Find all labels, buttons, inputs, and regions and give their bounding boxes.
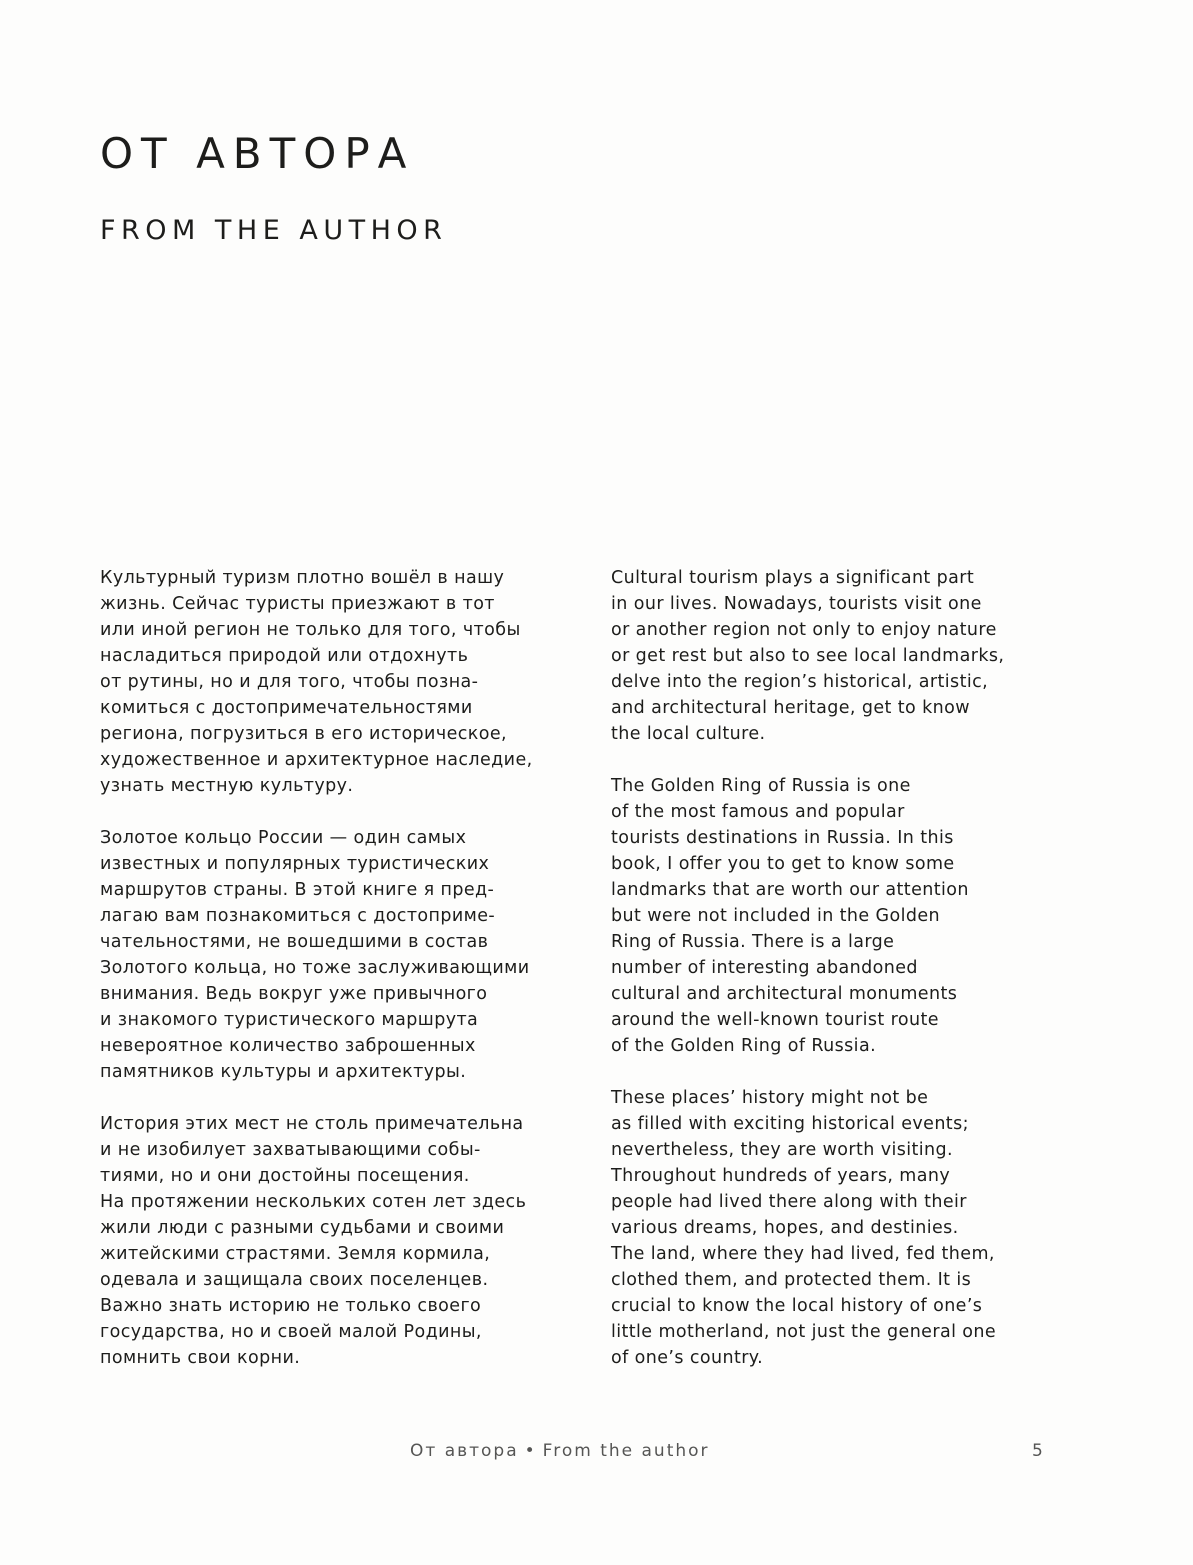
paragraph-en-3 — [611, 1085, 1081, 1371]
running-title-ru: От автора — [410, 1441, 519, 1461]
paragraph-en-1 — [611, 565, 1081, 747]
text-line: государства, но и своей малой Родины, — [100, 1322, 482, 1342]
text-line: or another region not only to enjoy nature — [611, 620, 997, 640]
text-line: as filled with exciting historical events; — [611, 1114, 969, 1134]
text-line: in our lives. Nowadays, tourists visit one — [611, 594, 982, 614]
text-line: The land, where they had lived, fed them, — [611, 1244, 995, 1264]
text-line: На протяжении нескольких сотен лет здесь — [100, 1192, 527, 1212]
text-line: clothed them, and protected them. It is — [611, 1270, 972, 1290]
text-line: of one’s country. — [611, 1348, 764, 1368]
paragraph-ru-3 — [100, 1111, 570, 1371]
paragraph-en-2 — [611, 773, 1081, 1059]
text-line: and architectural heritage, get to know — [611, 698, 970, 718]
text-line: от рутины, но и для того, чтобы позна- — [100, 672, 479, 692]
text-line: и знакомого туристического маршрута — [100, 1010, 479, 1030]
text-line: жили люди с разными судьбами и своими — [100, 1218, 505, 1238]
text-line: Золотое кольцо России — один самых — [100, 828, 467, 848]
text-line: или иной регион не только для того, чтобы — [100, 620, 521, 640]
text-line: художественное и архитектурное наследие, — [100, 750, 533, 770]
text-line: История этих мест не столь примечательна — [100, 1114, 524, 1134]
text-line: number of interesting abandoned — [611, 958, 918, 978]
text-line: various dreams, hopes, and destinies. — [611, 1218, 959, 1238]
text-line: nevertheless, they are worth visiting. — [611, 1140, 954, 1160]
page-number: 5 — [1032, 1441, 1043, 1461]
text-line: узнать местную культуру. — [100, 776, 354, 796]
text-line: of the Golden Ring of Russia. — [611, 1036, 877, 1056]
text-line: The Golden Ring of Russia is one — [611, 776, 911, 796]
paragraph-ru-1 — [100, 565, 570, 799]
text-line: невероятное количество заброшенных — [100, 1036, 476, 1056]
text-line: памятников культуры и архитектуры. — [100, 1062, 467, 1082]
text-line: book, I offer you to get to know some — [611, 854, 955, 874]
paragraph-ru-2 — [100, 825, 570, 1085]
text-line: These places’ history might not be — [611, 1088, 929, 1108]
text-line: комиться с достопримечательностями — [100, 698, 473, 718]
text-line: помнить свои корни. — [100, 1348, 301, 1368]
page-title-en: FROM THE AUTHOR — [100, 215, 448, 246]
running-title-en: From the author — [542, 1441, 710, 1461]
text-line: Золотого кольца, но тоже заслуживающими — [100, 958, 530, 978]
text-line: Throughout hundreds of years, many — [611, 1166, 951, 1186]
text-line: or get rest but also to see local landmarks, — [611, 646, 1005, 666]
body-column-en — [611, 565, 1081, 1397]
text-line: people had lived there along with their — [611, 1192, 967, 1212]
text-line: региона, погрузиться в его историческое, — [100, 724, 507, 744]
text-line: чательностями, не вошедшими в состав — [100, 932, 489, 952]
text-line: Ring of Russia. There is a large — [611, 932, 895, 952]
text-line: жизнь. Сейчас туристы приезжают в тот — [100, 594, 495, 614]
text-line: насладиться природой или отдохнуть — [100, 646, 469, 666]
text-line: of the most famous and popular — [611, 802, 905, 822]
running-footer-title — [410, 1439, 710, 1463]
text-line: известных и популярных туристических — [100, 854, 490, 874]
text-line: around the well-known tourist route — [611, 1010, 939, 1030]
body-column-ru — [100, 565, 570, 1397]
text-line: little motherland, not just the general one — [611, 1322, 997, 1342]
text-line: одевала и защищала своих поселенцев. — [100, 1270, 489, 1290]
text-line: delve into the region’s historical, artistic, — [611, 672, 989, 692]
text-line: tourists destinations in Russia. In this — [611, 828, 954, 848]
text-line: Важно знать историю не только своего — [100, 1296, 482, 1316]
text-line: и не изобилует захватывающими собы- — [100, 1140, 481, 1160]
bullet-separator: • — [524, 1441, 537, 1461]
text-line: Cultural tourism plays a significant part — [611, 568, 975, 588]
text-line: but were not included in the Golden — [611, 906, 941, 926]
text-line: лагаю вам познакомиться с достоприме- — [100, 906, 496, 926]
text-line: маршрутов страны. В этой книге я пред- — [100, 880, 495, 900]
text-line: внимания. Ведь вокруг уже привычного — [100, 984, 488, 1004]
text-line: житейскими страстями. Земля кормила, — [100, 1244, 491, 1264]
text-line: crucial to know the local history of one’s — [611, 1296, 983, 1316]
text-line: the local culture. — [611, 724, 766, 744]
text-line: landmarks that are worth our attention — [611, 880, 969, 900]
text-line: Культурный туризм плотно вошёл в нашу — [100, 568, 505, 588]
page-title-ru: ОТ АВТОРА — [100, 129, 415, 178]
text-line: тиями, но и они достойны посещения. — [100, 1166, 470, 1186]
text-line: cultural and architectural monuments — [611, 984, 958, 1004]
